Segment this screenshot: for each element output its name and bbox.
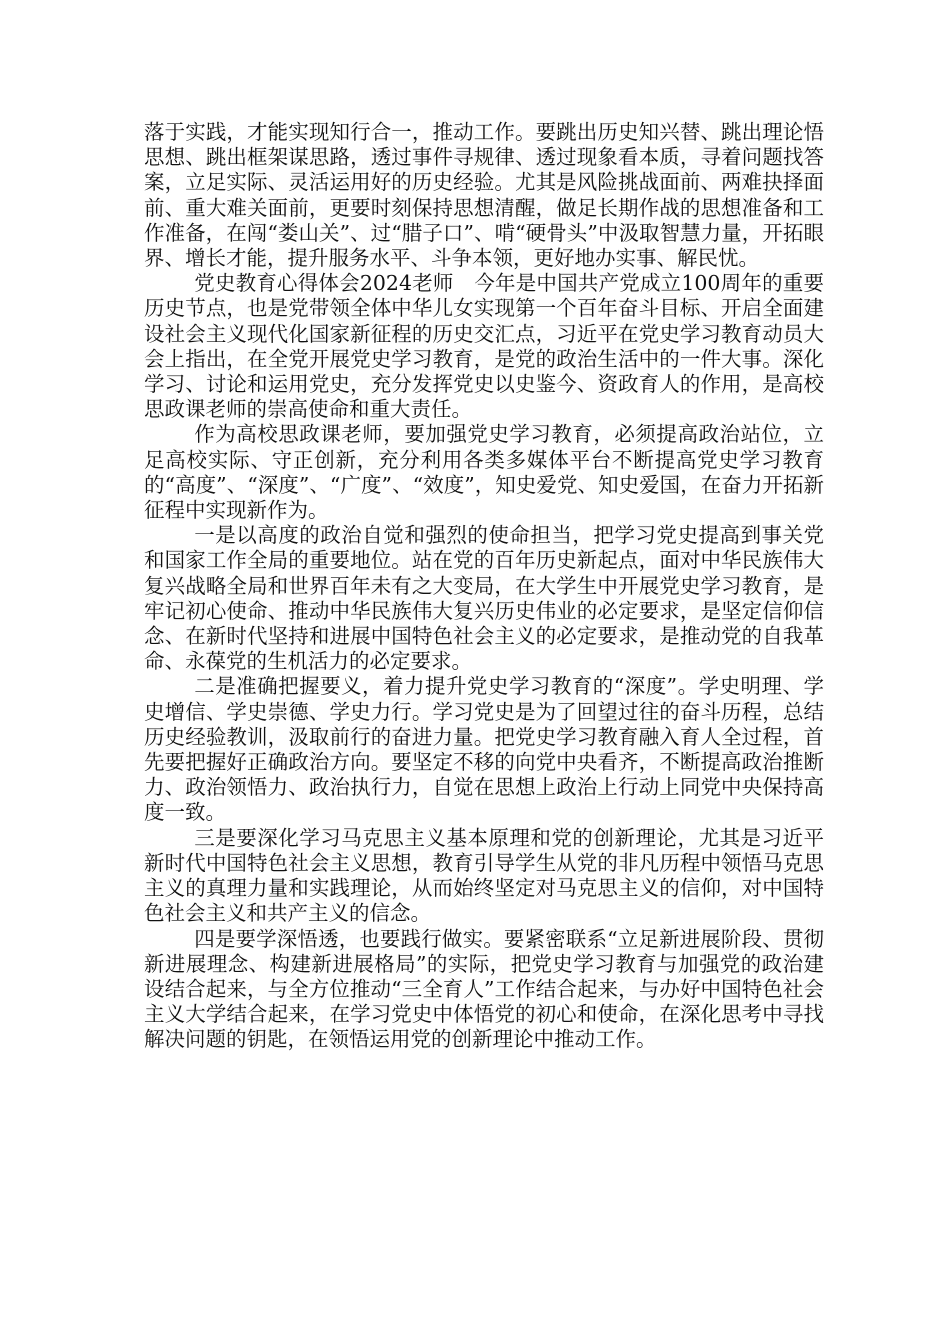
document-body	[144, 120, 824, 1053]
paragraph-point-two: 二是准确把握要义，着力提升党史学习教育的“深度”。学史明理、学史增信、学史崇德、学史力行。学习党史是为了回望过往的奋斗历程，总结历史经验教训，汲取前行的奋进力量。把党史学习教育融入育人全过程，首先要把握好正确政治方向。要坚定不移的向党中央看齐，不断提高政治推断力、政治领悟力、政治执行力，自觉在思想上政治上行动上同党中央保持高度一致。	[144, 674, 824, 825]
paragraph-intro: 党史教育心得体会2024老师 今年是中国共产党成立100周年的重要历史节点，也是党带领全体中华儿女实现第一个百年奋斗目标、开启全面建设社会主义现代化国家新征程的历史交汇点，习近平在党史学习教育动员大会上指出，在全党开展党史学习教育，是党的政治生活中的一件大事。深化学习、讨论和运用党史，充分发挥党史以史鉴今、资政育人的作用，是高校思政课老师的崇高使命和重大责任。	[144, 271, 824, 422]
paragraph-point-three: 三是要深化学习马克思主义基本原理和党的创新理论，尤其是习近平新时代中国特色社会主义思想，教育引导学生从党的非凡历程中领悟马克思主义的真理力量和实践理论，从而始终坚定对马克思主义的信仰，对中国特色社会主义和共产主义的信念。	[144, 825, 824, 926]
paragraph-point-one: 一是以高度的政治自觉和强烈的使命担当，把学习党史提高到事关党和国家工作全局的重要地位。站在党的百年历史新起点，面对中华民族伟大复兴战略全局和世界百年未有之大变局，在大学生中开展党史学习教育，是牢记初心使命、推动中华民族伟大复兴历史伟业的必定要求，是坚定信仰信念、在新时代坚持和进展中国特色社会主义的必定要求，是推动党的自我革命、永葆党的生机活力的必定要求。	[144, 523, 824, 674]
paragraph-continuation: 落于实践，才能实现知行合一，推动工作。要跳出历史知兴替、跳出理论悟思想、跳出框架谋思路，透过事件寻规律、透过现象看本质，寻着问题找答案，立足实际、灵活运用好的历史经验。尤其是风险挑战面前、两难抉择面前、重大难关面前，更要时刻保持思想清醒，做足长期作战的思想准备和工作准备，在闯“娄山关”、过“腊子口”、啃“硬骨头”中汲取智慧力量，开拓眼界、增长才能，提升服务水平、斗争本领，更好地办实事、解民忧。	[144, 120, 824, 271]
paragraph-point-four: 四是要学深悟透，也要践行做实。要紧密联系“立足新进展阶段、贯彻新进展理念、构建新进展格局”的实际，把党史学习教育与加强党的政治建设结合起来，与全方位推动“三全育人”工作结合起来，与办好中国特色社会主义大学结合起来，在学习党史中体悟党的初心和使命，在深化思考中寻找解决问题的钥匙，在领悟运用党的创新理论中推动工作。	[144, 926, 824, 1052]
paragraph-teacher-role: 作为高校思政课老师，要加强党史学习教育，必须提高政治站位，立足高校实际、守正创新，充分利用各类多媒体平台不断提高党史学习教育的“高度”、“深度”、“广度”、“效度”，知史爱党、知史爱国，在奋力开拓新征程中实现新作为。	[144, 422, 824, 523]
